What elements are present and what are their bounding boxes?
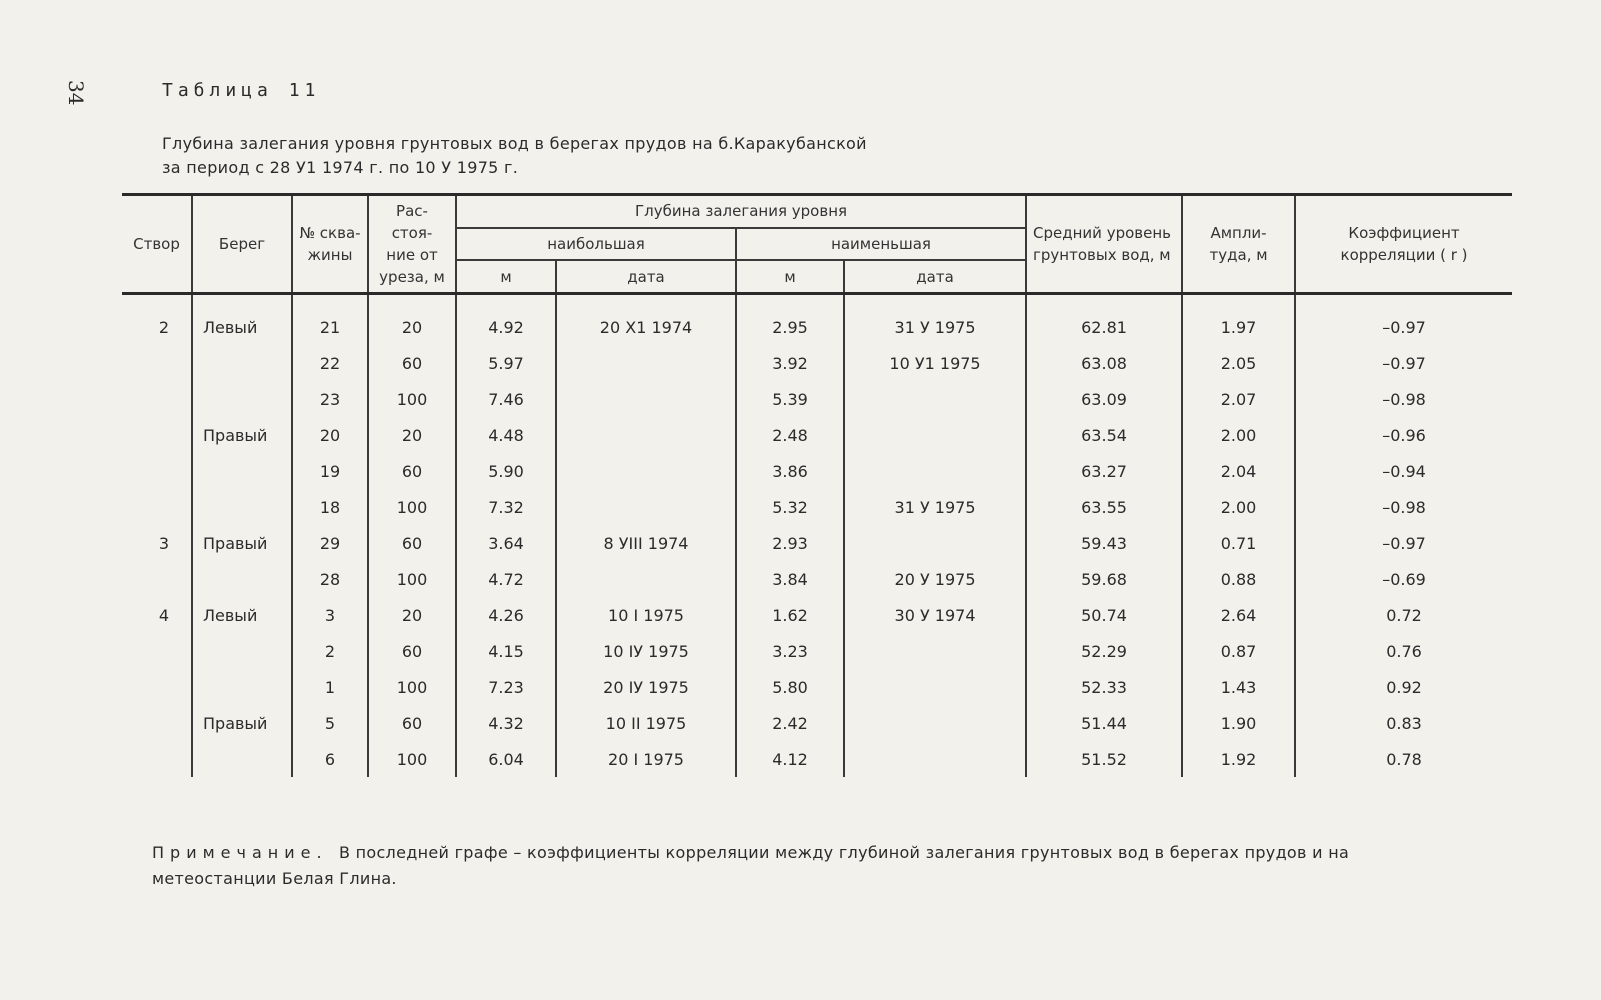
cell-min-m: 2.42 <box>736 705 844 741</box>
cell-amplitude: 0.87 <box>1182 633 1295 669</box>
note-text: В последней графе – коэффициенты корреляции между глубиной залегания грунтовых вод в берегах прудов и на метеостанции Белая Глина. <box>152 843 1350 888</box>
cell-stvor <box>122 345 192 381</box>
table-row <box>122 561 1512 597</box>
cell-bereg <box>192 345 292 381</box>
header-stvor: Створ <box>122 195 192 294</box>
table-row <box>122 489 1512 525</box>
cell-amplitude: 0.88 <box>1182 561 1295 597</box>
cell-max-date: 10 II 1975 <box>556 705 736 741</box>
cell-min-date: 31 У 1975 <box>844 294 1026 346</box>
cell-max-date <box>556 489 736 525</box>
cell-max-m: 5.97 <box>456 345 556 381</box>
cell-average: 62.81 <box>1026 294 1182 346</box>
cell-well-number: 19 <box>292 453 368 489</box>
cell-correlation: 0.78 <box>1295 741 1512 777</box>
table-row <box>122 705 1512 741</box>
cell-amplitude: 1.43 <box>1182 669 1295 705</box>
header-depth-group: Глубина залегания уровня <box>456 195 1026 228</box>
cell-max-date <box>556 561 736 597</box>
page-number: 34 <box>64 80 88 106</box>
header-well-number: № сква- жины <box>292 195 368 294</box>
cell-min-date <box>844 741 1026 777</box>
header-bereg: Берег <box>192 195 292 294</box>
cell-distance: 20 <box>368 417 456 453</box>
cell-distance: 20 <box>368 597 456 633</box>
groundwater-depth-table <box>122 193 1512 777</box>
cell-bereg <box>192 561 292 597</box>
cell-correlation: 0.92 <box>1295 669 1512 705</box>
cell-max-m: 7.32 <box>456 489 556 525</box>
table-row <box>122 381 1512 417</box>
cell-stvor <box>122 417 192 453</box>
cell-stvor <box>122 381 192 417</box>
header-min-depth: наименьшая <box>736 228 1026 261</box>
cell-distance: 100 <box>368 669 456 705</box>
cell-min-date: 31 У 1975 <box>844 489 1026 525</box>
cell-well-number: 29 <box>292 525 368 561</box>
header-max-date: дата <box>556 260 736 293</box>
table-row <box>122 294 1512 346</box>
cell-min-date: 10 У1 1975 <box>844 345 1026 381</box>
cell-correlation: 0.83 <box>1295 705 1512 741</box>
header-correlation: Коэффициент корреляции ( r ) <box>1295 195 1512 294</box>
cell-max-date <box>556 345 736 381</box>
cell-well-number: 28 <box>292 561 368 597</box>
cell-amplitude: 2.05 <box>1182 345 1295 381</box>
cell-distance: 60 <box>368 453 456 489</box>
cell-correlation: –0.69 <box>1295 561 1512 597</box>
cell-min-m: 2.48 <box>736 417 844 453</box>
table-label: Таблица 11 <box>162 80 321 101</box>
cell-correlation: –0.97 <box>1295 525 1512 561</box>
cell-well-number: 21 <box>292 294 368 346</box>
cell-distance: 100 <box>368 741 456 777</box>
cell-correlation: –0.98 <box>1295 489 1512 525</box>
cell-amplitude: 2.07 <box>1182 381 1295 417</box>
table-note <box>152 840 1462 892</box>
cell-average: 51.52 <box>1026 741 1182 777</box>
cell-well-number: 20 <box>292 417 368 453</box>
cell-amplitude: 2.00 <box>1182 489 1295 525</box>
cell-average: 50.74 <box>1026 597 1182 633</box>
cell-amplitude: 2.04 <box>1182 453 1295 489</box>
cell-max-date <box>556 381 736 417</box>
header-max-m: м <box>456 260 556 293</box>
cell-bereg: Правый <box>192 705 292 741</box>
cell-correlation: –0.97 <box>1295 294 1512 346</box>
cell-bereg: Левый <box>192 294 292 346</box>
cell-max-date: 20 I 1975 <box>556 741 736 777</box>
cell-min-m: 5.39 <box>736 381 844 417</box>
cell-max-date: 20 IУ 1975 <box>556 669 736 705</box>
cell-well-number: 5 <box>292 705 368 741</box>
cell-bereg <box>192 669 292 705</box>
cell-max-date: 10 IУ 1975 <box>556 633 736 669</box>
cell-average: 59.43 <box>1026 525 1182 561</box>
cell-stvor: 3 <box>122 525 192 561</box>
cell-distance: 100 <box>368 489 456 525</box>
table-row <box>122 525 1512 561</box>
cell-min-m: 5.80 <box>736 669 844 705</box>
cell-average: 52.33 <box>1026 669 1182 705</box>
cell-bereg <box>192 741 292 777</box>
cell-amplitude: 1.92 <box>1182 741 1295 777</box>
cell-min-date: 20 У 1975 <box>844 561 1026 597</box>
cell-min-m: 1.62 <box>736 597 844 633</box>
cell-well-number: 1 <box>292 669 368 705</box>
note-label: Примечание. <box>152 843 328 862</box>
cell-amplitude: 2.00 <box>1182 417 1295 453</box>
cell-min-m: 2.95 <box>736 294 844 346</box>
cell-stvor <box>122 561 192 597</box>
cell-min-date: 30 У 1974 <box>844 597 1026 633</box>
cell-average: 52.29 <box>1026 633 1182 669</box>
cell-max-m: 4.15 <box>456 633 556 669</box>
cell-max-m: 4.92 <box>456 294 556 346</box>
cell-min-date <box>844 705 1026 741</box>
cell-correlation: –0.96 <box>1295 417 1512 453</box>
cell-average: 63.09 <box>1026 381 1182 417</box>
cell-distance: 60 <box>368 633 456 669</box>
cell-max-m: 6.04 <box>456 741 556 777</box>
table-caption <box>162 132 867 180</box>
cell-average: 59.68 <box>1026 561 1182 597</box>
cell-max-m: 5.90 <box>456 453 556 489</box>
cell-well-number: 3 <box>292 597 368 633</box>
cell-well-number: 23 <box>292 381 368 417</box>
header-amplitude: Ампли- туда, м <box>1182 195 1295 294</box>
cell-average: 63.55 <box>1026 489 1182 525</box>
cell-distance: 20 <box>368 294 456 346</box>
table-row <box>122 741 1512 777</box>
cell-distance: 100 <box>368 381 456 417</box>
header-max-depth: наибольшая <box>456 228 736 261</box>
cell-min-m: 3.92 <box>736 345 844 381</box>
header-min-m: м <box>736 260 844 293</box>
cell-well-number: 22 <box>292 345 368 381</box>
cell-min-date <box>844 669 1026 705</box>
cell-min-m: 4.12 <box>736 741 844 777</box>
cell-distance: 100 <box>368 561 456 597</box>
cell-min-m: 3.23 <box>736 633 844 669</box>
cell-stvor: 4 <box>122 597 192 633</box>
cell-distance: 60 <box>368 345 456 381</box>
cell-distance: 60 <box>368 705 456 741</box>
table-row <box>122 597 1512 633</box>
cell-min-date <box>844 381 1026 417</box>
cell-well-number: 6 <box>292 741 368 777</box>
cell-bereg: Правый <box>192 525 292 561</box>
cell-min-date <box>844 525 1026 561</box>
cell-amplitude: 2.64 <box>1182 597 1295 633</box>
cell-min-date <box>844 633 1026 669</box>
cell-stvor <box>122 633 192 669</box>
cell-well-number: 2 <box>292 633 368 669</box>
cell-correlation: –0.94 <box>1295 453 1512 489</box>
table-body <box>122 294 1512 778</box>
cell-max-m: 4.72 <box>456 561 556 597</box>
cell-bereg: Правый <box>192 417 292 453</box>
cell-correlation: 0.76 <box>1295 633 1512 669</box>
cell-max-date: 8 УIII 1974 <box>556 525 736 561</box>
cell-stvor <box>122 453 192 489</box>
cell-max-m: 4.32 <box>456 705 556 741</box>
table-row <box>122 417 1512 453</box>
cell-amplitude: 0.71 <box>1182 525 1295 561</box>
cell-stvor <box>122 741 192 777</box>
cell-min-date <box>844 417 1026 453</box>
cell-bereg: Левый <box>192 597 292 633</box>
cell-max-m: 4.26 <box>456 597 556 633</box>
cell-amplitude: 1.97 <box>1182 294 1295 346</box>
cell-average: 63.54 <box>1026 417 1182 453</box>
cell-max-date <box>556 453 736 489</box>
cell-average: 51.44 <box>1026 705 1182 741</box>
cell-average: 63.08 <box>1026 345 1182 381</box>
cell-max-m: 7.46 <box>456 381 556 417</box>
cell-stvor <box>122 669 192 705</box>
cell-max-date <box>556 417 736 453</box>
cell-max-m: 4.48 <box>456 417 556 453</box>
table-row <box>122 633 1512 669</box>
cell-stvor: 2 <box>122 294 192 346</box>
cell-distance: 60 <box>368 525 456 561</box>
cell-min-m: 3.84 <box>736 561 844 597</box>
cell-max-m: 3.64 <box>456 525 556 561</box>
table-row <box>122 669 1512 705</box>
cell-bereg <box>192 453 292 489</box>
cell-bereg <box>192 381 292 417</box>
cell-max-m: 7.23 <box>456 669 556 705</box>
table-row <box>122 345 1512 381</box>
cell-average: 63.27 <box>1026 453 1182 489</box>
cell-min-m: 5.32 <box>736 489 844 525</box>
cell-max-date: 20 X1 1974 <box>556 294 736 346</box>
table-row <box>122 453 1512 489</box>
cell-bereg <box>192 633 292 669</box>
cell-correlation: –0.97 <box>1295 345 1512 381</box>
cell-min-date <box>844 453 1026 489</box>
cell-stvor <box>122 705 192 741</box>
caption-line-2: за период с 28 У1 1974 г. по 10 У 1975 г. <box>162 158 519 177</box>
cell-amplitude: 1.90 <box>1182 705 1295 741</box>
header-min-date: дата <box>844 260 1026 293</box>
cell-well-number: 18 <box>292 489 368 525</box>
cell-stvor <box>122 489 192 525</box>
cell-correlation: –0.98 <box>1295 381 1512 417</box>
header-average-level: Средний уровень грунтовых вод, м <box>1026 195 1182 294</box>
cell-max-date: 10 I 1975 <box>556 597 736 633</box>
cell-correlation: 0.72 <box>1295 597 1512 633</box>
cell-bereg <box>192 489 292 525</box>
caption-line-1: Глубина залегания уровня грунтовых вод в берегах прудов на б.Каракубанской <box>162 134 867 153</box>
cell-min-m: 3.86 <box>736 453 844 489</box>
cell-min-m: 2.93 <box>736 525 844 561</box>
header-distance: Рас- стоя- ние от уреза, м <box>368 195 456 294</box>
